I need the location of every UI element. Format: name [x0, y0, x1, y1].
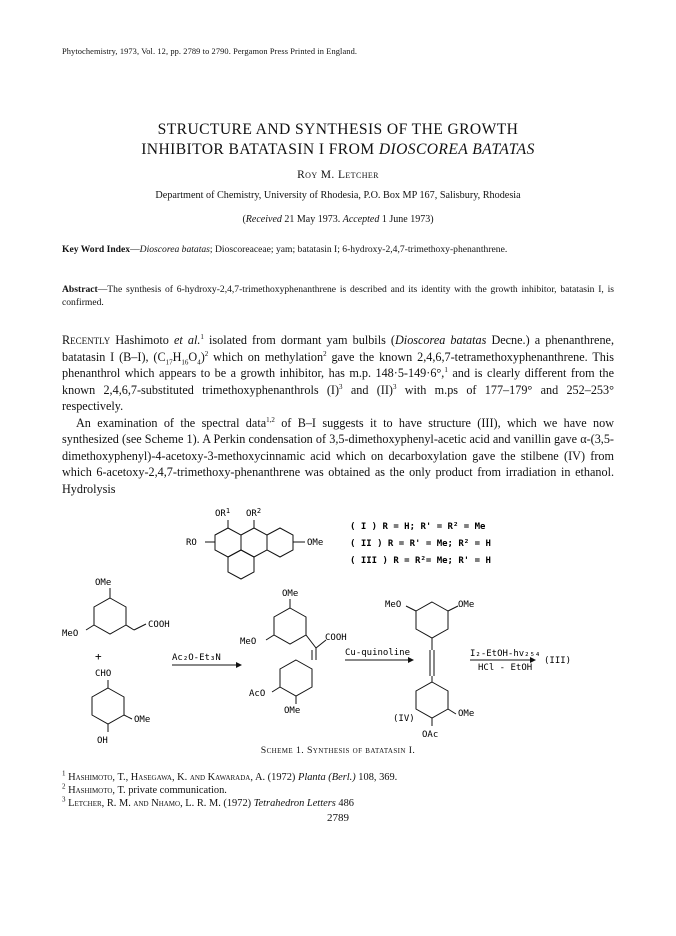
- legend-ii: ( II ) R = R' = Me; R² = H: [350, 539, 491, 549]
- keyword-species: Dioscorea batatas: [139, 244, 210, 255]
- title-line-2-italic: DIOSCOREA BATATAS: [378, 141, 535, 158]
- cho-label: CHO: [95, 669, 112, 679]
- reference-1: $^1$ Hashimoto, T., Hasegawa, K. and Kawarada, A. (1972) Planta (Berl.) 108, 369.: [62, 769, 398, 783]
- ome-label-st2: OMe: [458, 709, 475, 719]
- or1-label: $OR^1$: [215, 507, 231, 519]
- received-label: Received: [245, 214, 282, 225]
- article-title: [0, 120, 676, 160]
- oh-label: OH: [97, 736, 108, 745]
- ome-label-van: OMe: [134, 715, 151, 725]
- reagent-3a: I₂-EtOH-hv₂₅₄: [470, 649, 541, 659]
- title-line-2: [0, 140, 676, 160]
- ome-label-pa: OMe: [95, 578, 112, 588]
- meo-label-ca: MeO: [240, 637, 257, 647]
- journal-header: Phytochemistry, 1973, Vol. 12, pp. 2789 to 2790. Pergamon Press Printed in England.: [62, 47, 358, 56]
- abstract-label: Abstract: [62, 284, 98, 295]
- references: [62, 771, 614, 810]
- accepted-date: 1 June 1973): [381, 214, 434, 225]
- reagent-1: Ac₂O-Et₃N: [172, 653, 221, 663]
- label-iv: (IV): [393, 714, 415, 724]
- phenanthrene-structure: [205, 520, 305, 579]
- recently-word: Recently: [62, 333, 111, 347]
- scheme-figure: [0, 500, 676, 745]
- scheme-caption: Scheme 1. Synthesis of batatasin I.: [260, 745, 416, 756]
- page-number: 2789: [327, 812, 349, 824]
- abstract: [62, 283, 614, 309]
- ome-label-phen: OMe: [307, 538, 324, 548]
- paragraph-1: Recently Hashimoto et al.$^1$ isolated from dormant yam bulbils (Dioscorea batatas Decne.) a phenanthrene, batatasin I (B–I), $(C_{17}H_{16}O_4)^2$ which on methylation$^2$ gave the known 2,4,6,7-tetramethoxyphenanthrene. This phenanthrol which appears to be a growth inhibitor, has m.p. 148·5-149·6°,$^1$ and is clearly different from the known 2,4,6,7-substituted trimethoxyphenanthrols $(I)^3$ and (II)$^3$ with m.ps of 177–179° and 252–253° respectively.: [62, 332, 614, 413]
- ring-c: [267, 528, 293, 557]
- ro-label: RO: [186, 538, 197, 548]
- keyword-dash: —: [130, 244, 140, 255]
- accepted-label: Accepted: [342, 214, 380, 225]
- oac-label: OAc: [422, 730, 439, 740]
- vanillin-structure: [92, 680, 132, 732]
- abstract-text: —The synthesis of 6-hydroxy-2,4,7-trimethoxyphenanthrene is described and its identity with the growth inhibitor, batatasin I, is confirmed.: [62, 284, 614, 308]
- title-line-1: STRUCTURE AND SYNTHESIS OF THE GROWTH: [157, 121, 519, 138]
- author: Roy M. Letcher: [297, 169, 379, 181]
- phenylacetic-acid-structure: [86, 588, 146, 634]
- keyword-rest: ; Dioscoreaceae; yam; batatasin I; 6-hydroxy-2,4,7-trimethoxy-phenanthrene.: [209, 244, 508, 255]
- ome-label-ca2: OMe: [284, 706, 301, 716]
- reference-3: $^3$ Letcher, R. M. and Nhamo, L. R. M. (1972) Tetrahedron Letters 486: [62, 795, 354, 809]
- label-iii: (III): [544, 656, 572, 666]
- title-line-2-prefix: INHIBITOR BATATASIN I FROM: [141, 141, 379, 158]
- ome-label-ca1: OMe: [282, 589, 299, 599]
- reagent-2: Cu-quinoline: [345, 648, 411, 658]
- ome-label-st1: OMe: [458, 600, 475, 610]
- cooh-label-pa: COOH: [148, 620, 170, 630]
- legend-i: ( I ) R = H; R' = R² = Me: [350, 522, 486, 532]
- legend-iii: ( III ) R = R²= Me; R' = H: [350, 556, 491, 566]
- aco-label: AcO: [249, 689, 266, 699]
- meo-label-pa: MeO: [62, 629, 79, 639]
- stilbene-structure: [406, 602, 458, 726]
- keyword-label: Key Word Index: [62, 244, 131, 255]
- or2-label: $OR^2$: [246, 507, 262, 519]
- received-dates: (Received 21 May 1973. Accepted 1 June 1973): [242, 214, 434, 225]
- key-word-index: [62, 243, 614, 256]
- body-text: [62, 332, 614, 497]
- cooh-label-ca: COOH: [325, 633, 347, 643]
- affiliation: Department of Chemistry, University of Rhodesia, P.O. Box MP 167, Salisbury, Rhodesia: [155, 190, 521, 201]
- plus-sign: +: [95, 650, 102, 663]
- reagent-3b: HCl - EtOH: [478, 663, 533, 673]
- meo-label-st: MeO: [385, 600, 402, 610]
- received-date: 21 May 1973.: [284, 214, 341, 225]
- ring-d: [228, 550, 254, 579]
- reference-2: $^2$ Hashimoto, T. private communication.: [62, 782, 227, 796]
- paragraph-2: An examination of the spectral data$^{1,2}$ of B–I suggests it to have structure (III), which we have now synthesized (see Scheme 1). A Perkin condensation of 3,5-dimethoxyphenyl-acetic acid and vanillin gave α-(3,5-dimethoxyphenyl)-4-acetoxy-3-methoxycinnamic acid which on decarboxylation gave the stilbene (IV) from which 6-acetoxy-2,4,7-trimethoxy-phenanthrene was obtained as the only product from irradiation in ethanol. Hydrolysis: [62, 415, 614, 496]
- cinnamic-acid-structure: [266, 599, 326, 704]
